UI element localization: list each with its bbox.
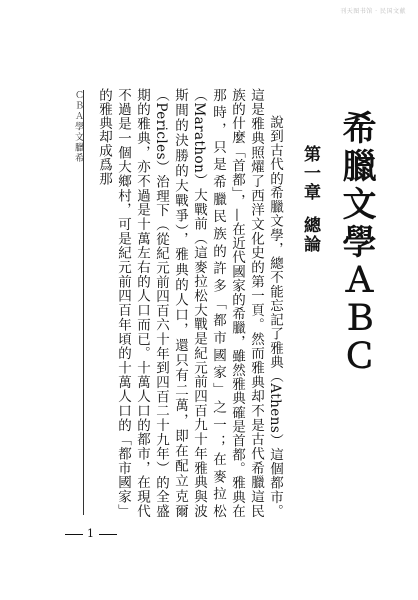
body-text bbox=[98, 88, 284, 518]
folio-dash-left bbox=[65, 534, 83, 535]
folio-dash-right bbox=[99, 534, 117, 535]
page-number bbox=[60, 527, 122, 540]
page-number-value: 1 bbox=[87, 527, 95, 540]
watermark-text: 刊天图书馆 · 民国文献 bbox=[340, 8, 406, 15]
header-rule bbox=[83, 90, 84, 515]
chapter-heading bbox=[298, 145, 323, 254]
chapter-number: 第一章 bbox=[300, 145, 320, 202]
paragraph: 說到古代的希臘文學，總不能忘記了雅典（Athens）這個都市。這是雅典照燿了西洋文化史的第一頁。然而雅典却不是古代希臘這民族的什麼「首都」，—在近代國家的希臘，雖然雅典確是首都。雅典在那時，只是希臘民族的許多「都市國家」之一；在麥拉松（Marathon）大戰前（這麥拉松大戰是紀元前四百九十年雅典與波斯間的決勝的大戰爭），雅典的人口，還只有二萬，即在配立克爾（Pericles）治理下（從紀元前四百六十年到四百二十九年）的全盛期的雅典，亦不過是十萬左右的人口而已。十萬人口的都市，在現代不過是一個大鄉村，可是紀元前四百年頃的十萬人口的「都市國家」的雅典却成爲那 bbox=[96, 88, 283, 518]
book-title: 希臘文學ＡＢＣ bbox=[336, 110, 376, 376]
running-header: ＣＢＡ學文臘希 bbox=[73, 90, 83, 164]
chapter-title: 總論 bbox=[300, 216, 320, 254]
